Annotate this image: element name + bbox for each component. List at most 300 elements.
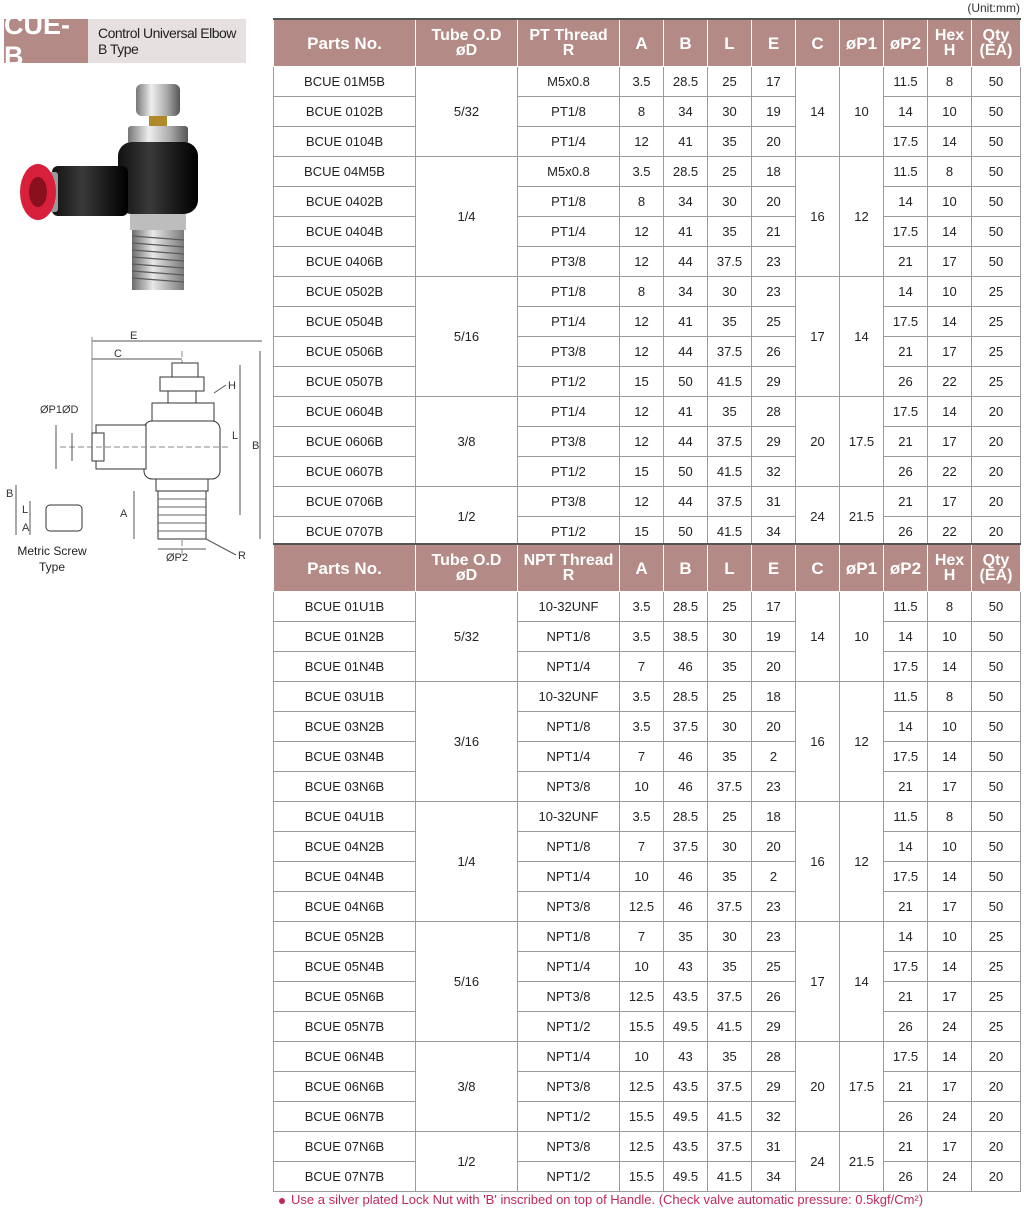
- cell-thread: PT1/8: [518, 277, 620, 307]
- cell-hex: 14: [928, 652, 972, 682]
- cell-l: 30: [708, 922, 752, 952]
- col-qty: Qty (EA): [972, 19, 1021, 67]
- pt-thread-table: [273, 18, 1021, 547]
- cell-e: 18: [752, 802, 796, 832]
- cell-c: 14: [796, 67, 840, 157]
- cell-qty: 25: [972, 367, 1021, 397]
- table-row: [274, 307, 1021, 337]
- cell-b: 50: [664, 517, 708, 547]
- cell-part-no: BCUE 0104B: [274, 127, 416, 157]
- elbow-body-shape: [118, 142, 198, 214]
- metric-label-b: B: [6, 488, 14, 500]
- cell-tube-od: 3/8: [416, 397, 518, 487]
- table-row: [274, 1042, 1021, 1072]
- cell-part-no: BCUE 0607B: [274, 457, 416, 487]
- cell-b: 43.5: [664, 1132, 708, 1162]
- cell-e: 20: [752, 712, 796, 742]
- cell-thread: PT1/4: [518, 127, 620, 157]
- cell-qty: 25: [972, 1012, 1021, 1042]
- cell-l: 37.5: [708, 1132, 752, 1162]
- cell-part-no: BCUE 0406B: [274, 247, 416, 277]
- cell-l: 35: [708, 397, 752, 427]
- cell-hex: 14: [928, 127, 972, 157]
- cell-a: 7: [620, 922, 664, 952]
- dim-label-c: C: [114, 348, 122, 360]
- cell-hex: 10: [928, 97, 972, 127]
- cell-a: 3.5: [620, 712, 664, 742]
- cell-qty: 20: [972, 397, 1021, 427]
- cell-thread: 10-32UNF: [518, 592, 620, 622]
- col-e: E: [752, 19, 796, 67]
- cell-b: 43: [664, 952, 708, 982]
- dim-label-h: H: [228, 380, 236, 392]
- cell-hex: 17: [928, 892, 972, 922]
- col-c: C: [796, 19, 840, 67]
- cell-p2: 26: [884, 517, 928, 547]
- cell-p1: 21.5: [840, 1132, 884, 1192]
- cell-thread: NPT1/4: [518, 652, 620, 682]
- cell-e: 25: [752, 307, 796, 337]
- cell-a: 12: [620, 247, 664, 277]
- cell-p1: 14: [840, 922, 884, 1042]
- cell-p2: 21: [884, 427, 928, 457]
- cell-thread: PT3/8: [518, 337, 620, 367]
- cell-l: 37.5: [708, 772, 752, 802]
- table-row: [274, 187, 1021, 217]
- cell-a: 15: [620, 517, 664, 547]
- cell-a: 12.5: [620, 1132, 664, 1162]
- cell-a: 7: [620, 742, 664, 772]
- cell-hex: 17: [928, 982, 972, 1012]
- cell-part-no: BCUE 04U1B: [274, 802, 416, 832]
- cell-l: 35: [708, 217, 752, 247]
- cell-qty: 50: [972, 187, 1021, 217]
- col-hex: Hex H: [928, 19, 972, 67]
- cell-part-no: BCUE 0402B: [274, 187, 416, 217]
- cell-thread: NPT1/4: [518, 862, 620, 892]
- cell-p2: 14: [884, 832, 928, 862]
- cell-l: 30: [708, 832, 752, 862]
- cell-p2: 14: [884, 187, 928, 217]
- cell-thread: NPT1/4: [518, 1042, 620, 1072]
- cell-a: 12: [620, 487, 664, 517]
- cell-e: 26: [752, 337, 796, 367]
- cell-part-no: BCUE 07N6B: [274, 1132, 416, 1162]
- npt-table-body: [274, 592, 1021, 1192]
- cell-e: 28: [752, 1042, 796, 1072]
- cell-a: 12: [620, 127, 664, 157]
- cell-qty: 20: [972, 427, 1021, 457]
- cell-b: 38.5: [664, 622, 708, 652]
- cell-c: 14: [796, 592, 840, 682]
- cell-thread: PT1/2: [518, 457, 620, 487]
- cell-tube-od: 1/4: [416, 802, 518, 922]
- cell-p2: 17.5: [884, 742, 928, 772]
- cell-p2: 17.5: [884, 127, 928, 157]
- col-thread: PT Thread R: [518, 19, 620, 67]
- cell-a: 3.5: [620, 622, 664, 652]
- cell-part-no: BCUE 04M5B: [274, 157, 416, 187]
- col-b: B: [664, 19, 708, 67]
- cell-thread: NPT1/8: [518, 712, 620, 742]
- cell-thread: PT1/2: [518, 367, 620, 397]
- footnote-text: Use a silver plated Lock Nut with 'B' inscribed on top of Handle. (Check valve automatic pressure: 0.5kgf/Cm²): [291, 1192, 924, 1207]
- table-row: [274, 742, 1021, 772]
- cell-c: 17: [796, 922, 840, 1042]
- cell-p2: 21: [884, 1132, 928, 1162]
- cell-thread: PT3/8: [518, 247, 620, 277]
- cell-e: 2: [752, 742, 796, 772]
- cell-tube-od: 3/16: [416, 682, 518, 802]
- cell-tube-od: 1/2: [416, 487, 518, 547]
- cell-thread: NPT1/2: [518, 1012, 620, 1042]
- table-row: [274, 397, 1021, 427]
- metric-screw-label-2: Type: [38, 560, 66, 574]
- cell-thread: NPT1/2: [518, 1162, 620, 1192]
- cell-p2: 11.5: [884, 682, 928, 712]
- cell-p2: 26: [884, 457, 928, 487]
- cell-l: 35: [708, 1042, 752, 1072]
- cell-e: 23: [752, 922, 796, 952]
- dim-label-p1: ØP1: [40, 404, 63, 416]
- cell-part-no: BCUE 04N6B: [274, 892, 416, 922]
- table-row: [274, 97, 1021, 127]
- tube-hole-shape: [29, 177, 47, 207]
- cell-hex: 22: [928, 517, 972, 547]
- cell-hex: 14: [928, 397, 972, 427]
- cell-qty: 50: [972, 622, 1021, 652]
- cell-p2: 14: [884, 712, 928, 742]
- cell-qty: 50: [972, 157, 1021, 187]
- cell-a: 12: [620, 307, 664, 337]
- cell-part-no: BCUE 01N2B: [274, 622, 416, 652]
- cell-hex: 10: [928, 277, 972, 307]
- table-row: [274, 67, 1021, 97]
- unit-label: (Unit:mm): [967, 1, 1020, 15]
- cell-part-no: BCUE 05N2B: [274, 922, 416, 952]
- cell-a: 8: [620, 187, 664, 217]
- cell-b: 43.5: [664, 982, 708, 1012]
- cell-p2: 26: [884, 1162, 928, 1192]
- cell-hex: 17: [928, 427, 972, 457]
- cell-b: 46: [664, 742, 708, 772]
- cell-thread: NPT1/8: [518, 832, 620, 862]
- cell-hex: 10: [928, 187, 972, 217]
- cell-l: 35: [708, 742, 752, 772]
- cell-hex: 24: [928, 1102, 972, 1132]
- cell-qty: 50: [972, 652, 1021, 682]
- cell-b: 28.5: [664, 682, 708, 712]
- cell-l: 37.5: [708, 487, 752, 517]
- dim-label-r: R: [238, 550, 246, 562]
- cell-a: 15.5: [620, 1162, 664, 1192]
- table-row: [274, 127, 1021, 157]
- cell-part-no: BCUE 0707B: [274, 517, 416, 547]
- cell-qty: 50: [972, 247, 1021, 277]
- cell-c: 20: [796, 397, 840, 487]
- cell-p2: 21: [884, 892, 928, 922]
- table-row: [274, 1132, 1021, 1162]
- cell-part-no: BCUE 04N2B: [274, 832, 416, 862]
- cell-e: 29: [752, 1072, 796, 1102]
- table-row: [274, 1012, 1021, 1042]
- cell-p1: 10: [840, 67, 884, 157]
- cell-b: 28.5: [664, 67, 708, 97]
- cell-qty: 20: [972, 1042, 1021, 1072]
- cell-a: 3.5: [620, 67, 664, 97]
- hex-shape: [130, 214, 186, 230]
- cell-b: 43.5: [664, 1072, 708, 1102]
- cell-qty: 50: [972, 742, 1021, 772]
- cell-part-no: BCUE 0502B: [274, 277, 416, 307]
- cell-thread: PT3/8: [518, 427, 620, 457]
- cell-a: 3.5: [620, 802, 664, 832]
- cell-p2: 26: [884, 367, 928, 397]
- cell-b: 46: [664, 862, 708, 892]
- cell-p1: 21.5: [840, 487, 884, 547]
- cell-e: 20: [752, 187, 796, 217]
- cell-tube-od: 3/8: [416, 1042, 518, 1132]
- cell-l: 35: [708, 952, 752, 982]
- cell-e: 18: [752, 682, 796, 712]
- cell-thread: PT1/8: [518, 187, 620, 217]
- cell-a: 3.5: [620, 592, 664, 622]
- cell-thread: NPT3/8: [518, 892, 620, 922]
- cell-l: 25: [708, 157, 752, 187]
- cell-e: 34: [752, 517, 796, 547]
- table-row: [274, 832, 1021, 862]
- col-l: L: [708, 19, 752, 67]
- cell-thread: 10-32UNF: [518, 802, 620, 832]
- cell-hex: 8: [928, 67, 972, 97]
- cell-l: 25: [708, 592, 752, 622]
- cell-hex: 17: [928, 772, 972, 802]
- col-tube-od: Tube O.D øD: [416, 544, 518, 592]
- cell-part-no: BCUE 06N7B: [274, 1102, 416, 1132]
- cell-a: 8: [620, 97, 664, 127]
- cell-e: 23: [752, 277, 796, 307]
- cell-e: 29: [752, 427, 796, 457]
- cell-l: 35: [708, 652, 752, 682]
- cell-b: 28.5: [664, 157, 708, 187]
- cell-b: 34: [664, 187, 708, 217]
- cell-hex: 22: [928, 367, 972, 397]
- cell-thread: NPT3/8: [518, 1072, 620, 1102]
- pt-table-body: [274, 67, 1021, 547]
- cell-qty: 50: [972, 712, 1021, 742]
- npt-thread-table: [273, 543, 1021, 1192]
- cell-e: 19: [752, 622, 796, 652]
- cell-b: 37.5: [664, 832, 708, 862]
- cell-p2: 26: [884, 1012, 928, 1042]
- cell-c: 17: [796, 277, 840, 397]
- cell-tube-od: 1/2: [416, 1132, 518, 1192]
- cell-b: 50: [664, 367, 708, 397]
- dim-label-d: ØD: [62, 404, 79, 416]
- cell-l: 37.5: [708, 1072, 752, 1102]
- cell-thread: PT1/2: [518, 517, 620, 547]
- cell-thread: NPT3/8: [518, 982, 620, 1012]
- cell-a: 10: [620, 772, 664, 802]
- cell-b: 34: [664, 97, 708, 127]
- cell-thread: NPT1/4: [518, 952, 620, 982]
- cell-hex: 8: [928, 592, 972, 622]
- cell-thread: NPT3/8: [518, 772, 620, 802]
- cell-hex: 17: [928, 337, 972, 367]
- cell-p2: 17.5: [884, 652, 928, 682]
- cell-qty: 50: [972, 802, 1021, 832]
- table-row: [274, 922, 1021, 952]
- cell-b: 46: [664, 892, 708, 922]
- col-p1: øP1: [840, 19, 884, 67]
- cell-part-no: BCUE 0504B: [274, 307, 416, 337]
- cell-part-no: BCUE 0604B: [274, 397, 416, 427]
- metric-label-l: L: [22, 504, 29, 516]
- cell-p2: 21: [884, 982, 928, 1012]
- cell-b: 49.5: [664, 1162, 708, 1192]
- cell-p1: 14: [840, 277, 884, 397]
- cell-part-no: BCUE 03N6B: [274, 772, 416, 802]
- cell-l: 37.5: [708, 427, 752, 457]
- cell-e: 18: [752, 157, 796, 187]
- cell-e: 23: [752, 772, 796, 802]
- product-code: CUE-B: [4, 19, 88, 63]
- cell-a: 12: [620, 217, 664, 247]
- cell-l: 30: [708, 277, 752, 307]
- metric-screw-label-1: Metric Screw: [17, 544, 87, 558]
- dimension-drawing: [0, 325, 272, 585]
- cell-l: 30: [708, 622, 752, 652]
- product-title-block: [4, 10, 246, 71]
- cell-qty: 20: [972, 1102, 1021, 1132]
- cell-l: 41.5: [708, 1162, 752, 1192]
- cell-l: 30: [708, 97, 752, 127]
- cell-part-no: BCUE 0404B: [274, 217, 416, 247]
- cell-a: 8: [620, 277, 664, 307]
- cell-qty: 50: [972, 832, 1021, 862]
- cell-c: 16: [796, 157, 840, 277]
- cell-b: 49.5: [664, 1012, 708, 1042]
- cell-tube-od: 1/4: [416, 157, 518, 277]
- cell-l: 37.5: [708, 337, 752, 367]
- cell-l: 30: [708, 187, 752, 217]
- cell-c: 20: [796, 1042, 840, 1132]
- cell-qty: 50: [972, 682, 1021, 712]
- dim-label-a: A: [120, 508, 128, 520]
- cell-e: 21: [752, 217, 796, 247]
- cell-p2: 17.5: [884, 1042, 928, 1072]
- cell-a: 15: [620, 367, 664, 397]
- cell-p1: 17.5: [840, 1042, 884, 1132]
- cell-l: 41.5: [708, 367, 752, 397]
- knob-shape: [136, 84, 180, 116]
- cell-p2: 17.5: [884, 862, 928, 892]
- table-row: [274, 982, 1021, 1012]
- cell-qty: 25: [972, 337, 1021, 367]
- cell-c: 24: [796, 487, 840, 547]
- cell-hex: 17: [928, 1072, 972, 1102]
- cell-p2: 17.5: [884, 397, 928, 427]
- cell-p1: 12: [840, 157, 884, 277]
- cell-hex: 8: [928, 157, 972, 187]
- cell-b: 34: [664, 277, 708, 307]
- table-row: [274, 622, 1021, 652]
- table-row: [274, 247, 1021, 277]
- cell-hex: 14: [928, 742, 972, 772]
- col-a: A: [620, 544, 664, 592]
- col-parts-no: Parts No.: [274, 19, 416, 67]
- cell-l: 25: [708, 682, 752, 712]
- cell-b: 41: [664, 307, 708, 337]
- cell-b: 43: [664, 1042, 708, 1072]
- cell-thread: NPT1/8: [518, 922, 620, 952]
- col-b: B: [664, 544, 708, 592]
- cell-l: 35: [708, 862, 752, 892]
- cell-p2: 17.5: [884, 217, 928, 247]
- cell-part-no: BCUE 03N4B: [274, 742, 416, 772]
- bullet-icon: [279, 1198, 285, 1204]
- cell-b: 46: [664, 772, 708, 802]
- cell-b: 41: [664, 397, 708, 427]
- cell-qty: 50: [972, 67, 1021, 97]
- cell-l: 35: [708, 307, 752, 337]
- cell-qty: 25: [972, 307, 1021, 337]
- cell-thread: NPT1/4: [518, 742, 620, 772]
- cell-qty: 20: [972, 1072, 1021, 1102]
- cell-qty: 25: [972, 982, 1021, 1012]
- cell-c: 16: [796, 802, 840, 922]
- cell-a: 7: [620, 832, 664, 862]
- cell-qty: 20: [972, 1132, 1021, 1162]
- cell-thread: NPT1/2: [518, 1102, 620, 1132]
- cell-part-no: BCUE 07N7B: [274, 1162, 416, 1192]
- cell-b: 44: [664, 247, 708, 277]
- cell-qty: 20: [972, 517, 1021, 547]
- cell-p1: 12: [840, 802, 884, 922]
- table-row: [274, 1102, 1021, 1132]
- table-row: [274, 862, 1021, 892]
- table-row: [274, 892, 1021, 922]
- cell-qty: 50: [972, 592, 1021, 622]
- cell-part-no: BCUE 0506B: [274, 337, 416, 367]
- cell-part-no: BCUE 06N6B: [274, 1072, 416, 1102]
- cell-part-no: BCUE 03N2B: [274, 712, 416, 742]
- dim-label-l: L: [232, 430, 239, 442]
- col-qty: Qty (EA): [972, 544, 1021, 592]
- cell-hex: 24: [928, 1162, 972, 1192]
- cell-e: 20: [752, 832, 796, 862]
- cell-e: 29: [752, 1012, 796, 1042]
- cell-a: 10: [620, 1042, 664, 1072]
- cell-hex: 10: [928, 922, 972, 952]
- cell-p1: 10: [840, 592, 884, 682]
- cell-thread: PT1/4: [518, 307, 620, 337]
- cell-tube-od: 5/32: [416, 592, 518, 682]
- cell-p2: 21: [884, 1072, 928, 1102]
- dim-label-e: E: [130, 330, 138, 342]
- table-row: [274, 802, 1021, 832]
- col-l: L: [708, 544, 752, 592]
- cell-hex: 14: [928, 952, 972, 982]
- cell-l: 37.5: [708, 892, 752, 922]
- cell-b: 46: [664, 652, 708, 682]
- col-tube-od: Tube O.D øD: [416, 19, 518, 67]
- col-hex: Hex H: [928, 544, 972, 592]
- cell-thread: M5x0.8: [518, 67, 620, 97]
- cell-qty: 50: [972, 97, 1021, 127]
- cell-part-no: BCUE 03U1B: [274, 682, 416, 712]
- cell-p2: 21: [884, 487, 928, 517]
